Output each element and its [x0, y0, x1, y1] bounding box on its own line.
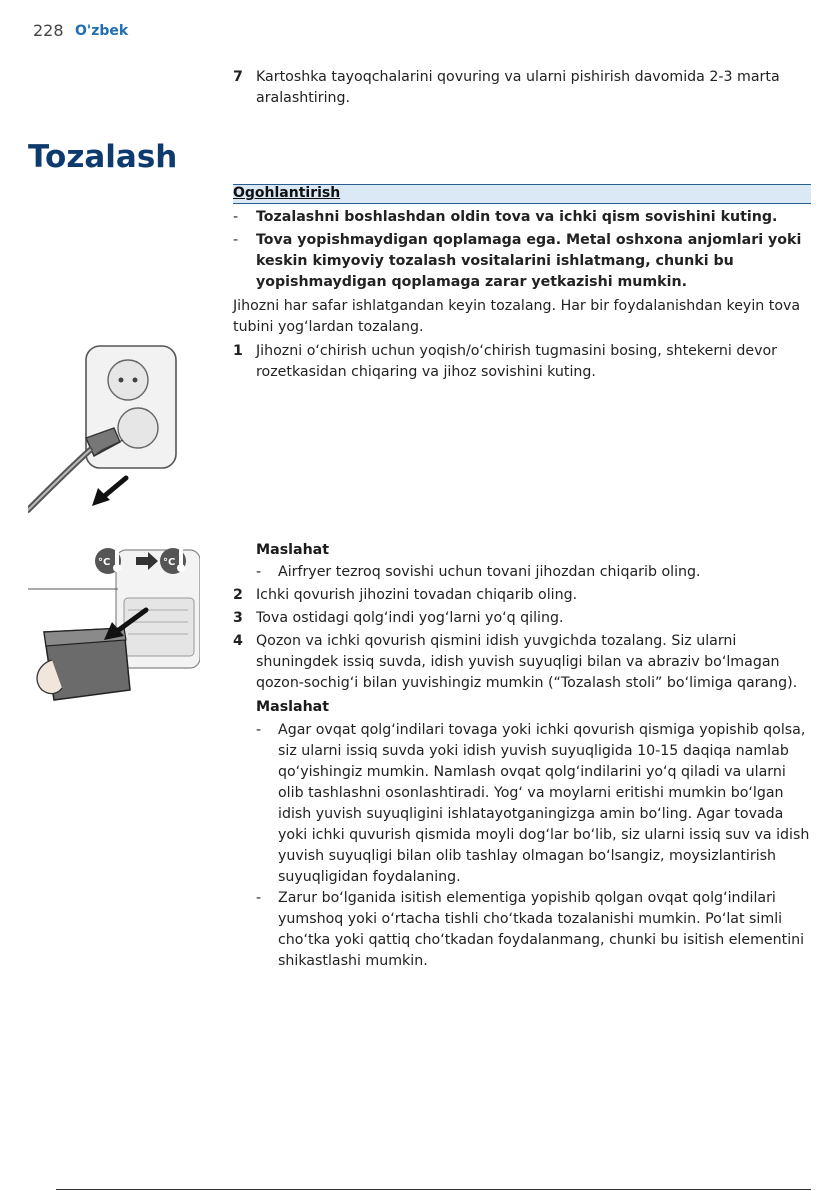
svg-text:°C: °C	[98, 557, 111, 568]
warning-item: - Tozalashni boshlashdan oldin tova va ichki qism sovishini kuting.	[233, 209, 778, 225]
tip-title: Maslahat	[256, 542, 330, 558]
tip-title: Maslahat	[256, 699, 330, 715]
tip-item: - Airfryer tezroq sovishi uchun tovani jihozdan chiqarib oling.	[256, 564, 701, 580]
step-number: 3	[233, 610, 243, 626]
step-text: Ichki qovurish jihozini tovadan chiqarib oling.	[256, 587, 578, 603]
step-3	[233, 608, 811, 629]
step-text: Qozon va ichki qovurish qismini idish yuvgichda tozalang. Siz ularni shuningdek issiq suvda, idish yuvish suyuqligi bilan va abraziv bo‘lmagan qozon-sochig‘i bilan yuvishingiz mumkin (“Tozalash stoli” bo‘limiga qarang).	[256, 633, 798, 691]
language-label: O'zbek	[75, 23, 129, 39]
step-text: Jihozni o‘chirish uchun yoqish/o‘chirish tugmasini bosing, shtekerni devor rozetkasidan chiqaring va jihoz sovishini kuting.	[256, 343, 778, 380]
tip-item: - Zarur bo‘lganida isitish elementiga yopishib qolgan ovqat qolg‘indilari yumshoq yoki o‘rtacha tishli cho‘tkada tozalanishi mumkin. Po‘lat simli cho‘tka yoki qattiq cho‘tkadan foydalanmang, chunki bu isitish elementini shikastlashi mumkin.	[256, 890, 805, 969]
step-2	[233, 585, 811, 606]
warning-title: Ogohlantirish	[233, 185, 341, 201]
step-4	[233, 631, 811, 694]
footer-divider	[56, 1189, 811, 1190]
section-title: Tozalash	[28, 139, 178, 175]
step-number: 1	[233, 343, 243, 359]
step-text: Tova ostidagi qolg‘indi yog‘larni yo‘q qiling.	[256, 610, 564, 626]
step-7	[233, 67, 811, 109]
step-number: 4	[233, 633, 243, 649]
intro-text: Jihozni har safar ishlatgandan keyin tozalang. Har bir foydalanishdan keyin tova tubini yog‘lardan tozalang.	[233, 298, 801, 335]
page-number: 228	[33, 21, 64, 40]
basket-removal-illustration	[28, 540, 200, 710]
step-text: Kartoshka tayoqchalarini qovuring va ularni pishirish davomida 2-3 marta aralashtiring.	[256, 69, 780, 106]
step-number: 7	[233, 69, 243, 85]
svg-text:°C: °C	[163, 557, 176, 568]
step-number: 2	[233, 587, 243, 603]
step-1	[233, 341, 811, 383]
tip-item: - Agar ovqat qolg‘indilari tovaga yoki ichki qovurish qismiga yopishib qolsa, siz ularni issiq suvda yoki idish yuvish suyuqligida 10-15 daqiqa namlab qo‘yishingiz mumkin. Namlash ovqat qolg‘indilarini yo‘q qiladi va ularni olib tashlashni osonlashtiradi. Yog‘ va moylarni eritishi mumkin bo‘lgan idish yuvish suyuqligini ishlatayotganingizga amin bo‘ling. Agar tovada yoki ichki quvurish qismida moyli dog‘lar bo‘lib, siz ularni issiq suv va idish yuvish suyuqligi bilan olib tashlay olmagan bo‘lsangiz, moysizlantirish suyuqligidan foydalaning.	[256, 722, 810, 885]
unplug-illustration	[28, 340, 183, 515]
warning-item: - Tova yopishmaydigan qoplamaga ega. Metal oshxona anjomlari yoki keskin kimyoviy tozalash vositalarini ishlatmang, chunki bu yopishmaydigan qoplamaga zarar yetkazishi mumkin.	[233, 232, 802, 290]
